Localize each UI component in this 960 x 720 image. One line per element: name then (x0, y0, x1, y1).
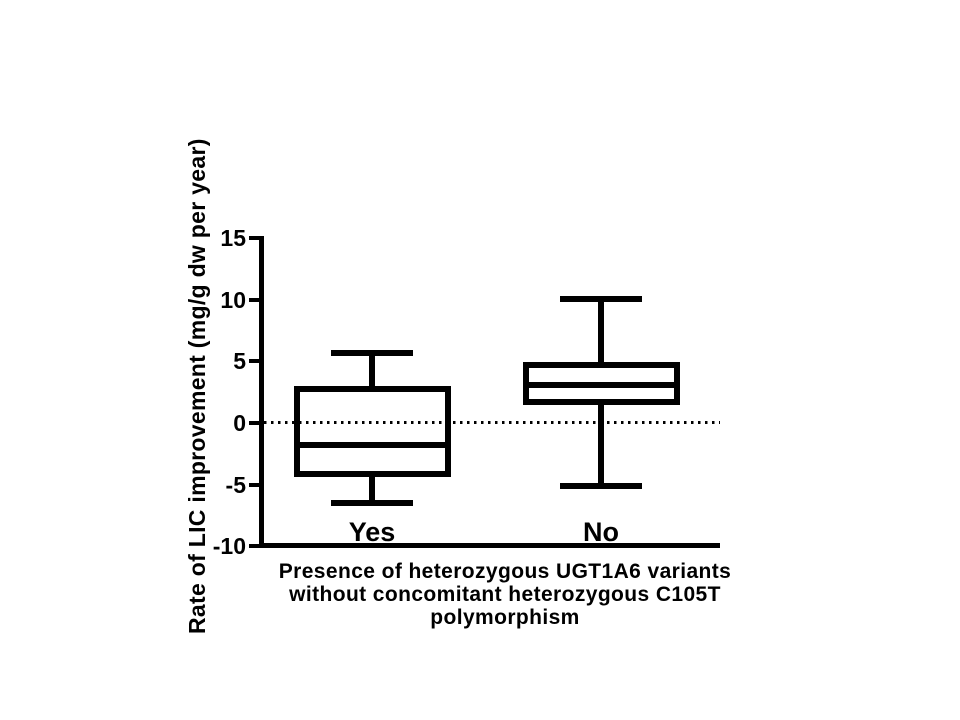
x-axis-title-line-1: Presence of heterozygous UGT1A6 variants (278, 560, 732, 583)
y-tick-label: 5 (233, 348, 246, 375)
box-median-line (294, 442, 451, 448)
y-tick-mark (249, 421, 262, 425)
y-tick-label: 15 (220, 225, 246, 252)
box-median-line (523, 382, 680, 388)
y-axis-title: Rate of LIC improvement (mg/g dw per year) (184, 138, 210, 634)
y-tick-label: -10 (212, 533, 246, 560)
y-tick-mark (249, 544, 262, 548)
category-label-no: No (583, 517, 619, 547)
x-axis-title (262, 560, 748, 629)
whisker-cap-upper (560, 296, 642, 302)
category-label-yes: Yes (348, 517, 396, 547)
x-axis-title-line-2: without concomitant heterozygous C105T (289, 583, 721, 606)
whisker-cap-upper (331, 350, 413, 356)
whisker-stem-upper (598, 299, 604, 366)
whisker-stem-upper (369, 353, 375, 389)
y-tick-label: 0 (233, 410, 246, 436)
whisker-cap-lower (560, 483, 642, 489)
y-tick-mark (249, 359, 262, 363)
x-axis-title-line-3: polymorphism (430, 606, 580, 629)
y-tick-label: 10 (220, 286, 246, 313)
y-axis-line (259, 236, 264, 548)
box-rect (294, 386, 451, 477)
y-tick-mark (249, 236, 262, 240)
whisker-cap-lower (331, 500, 413, 506)
y-tick-mark (249, 483, 262, 487)
y-tick-mark (249, 298, 262, 302)
y-tick-label: -5 (225, 471, 246, 498)
whisker-stem-lower (598, 402, 604, 486)
zero-reference-line (264, 421, 720, 424)
whisker-stem-lower (369, 474, 375, 504)
